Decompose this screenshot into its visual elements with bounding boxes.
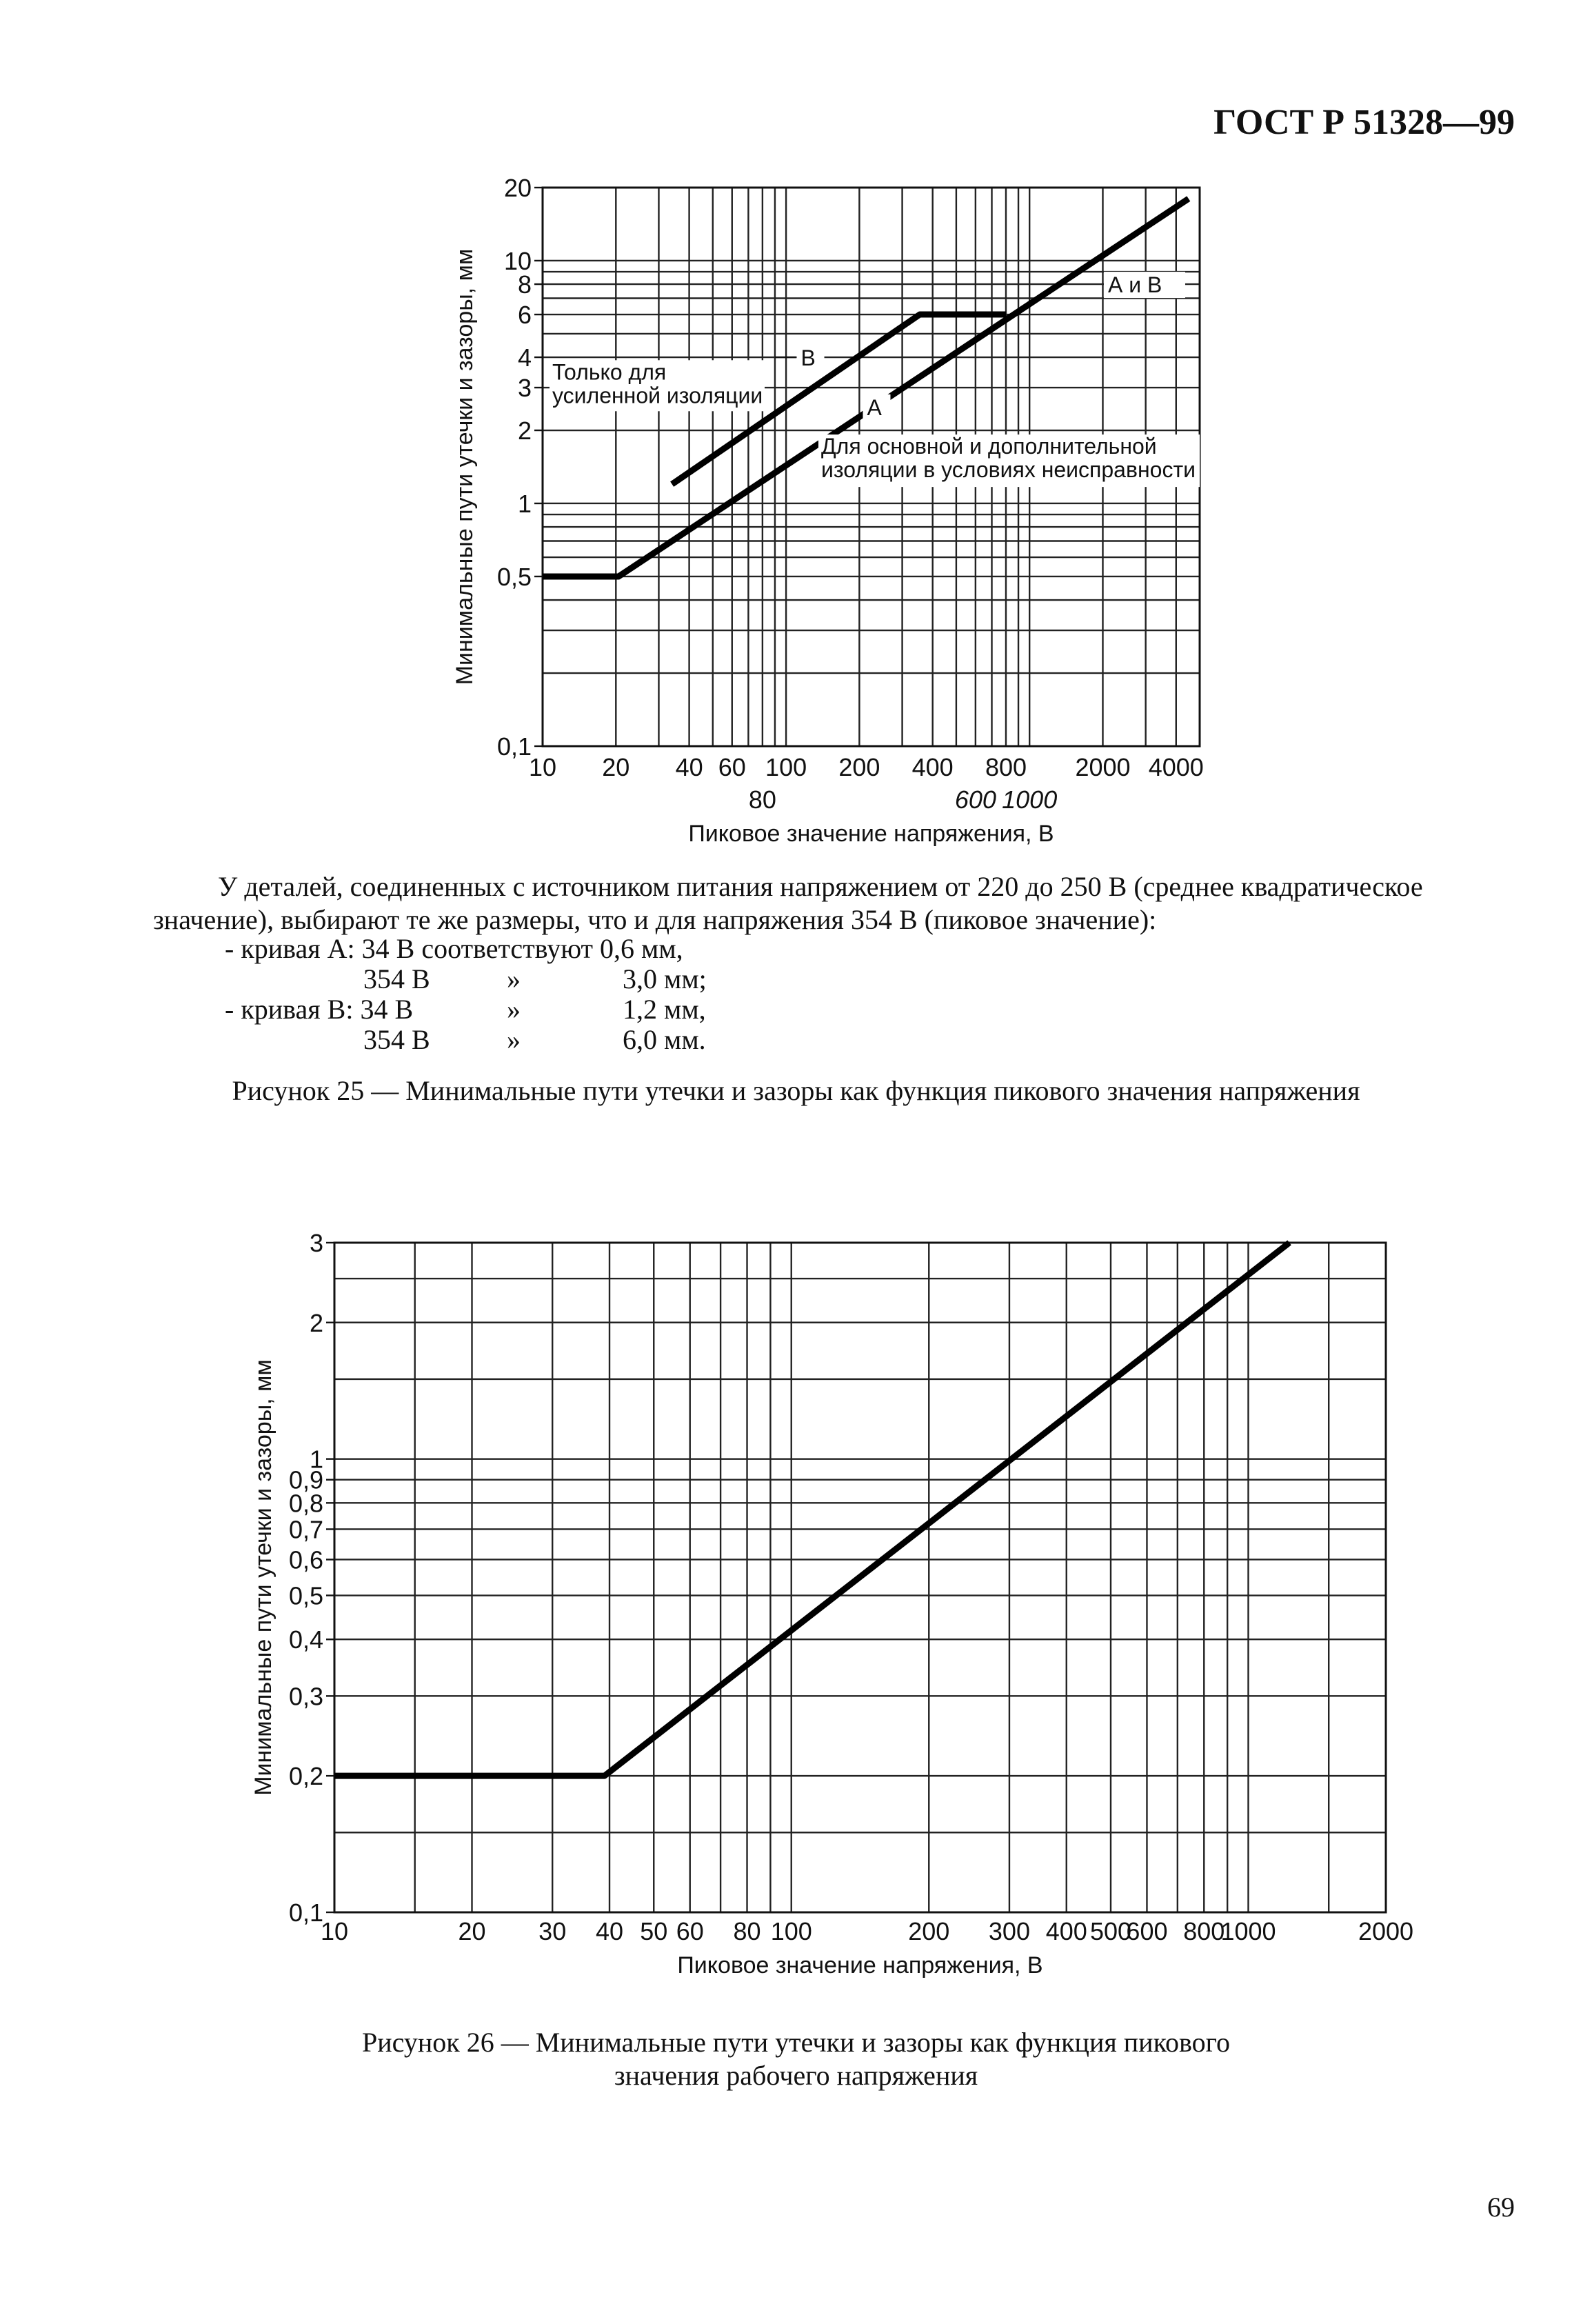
- reinforced-note-line-2: усиленной изоляции: [552, 383, 763, 408]
- x-tick-label: 80: [733, 1917, 761, 1945]
- y-tick-label: 0,8: [288, 1489, 323, 1518]
- y-tick-label: 0,9: [288, 1465, 323, 1494]
- y-tick-label: 0,4: [288, 1625, 323, 1654]
- x-tick-label: 800: [985, 753, 1027, 781]
- x-tick-label: 30: [538, 1917, 567, 1945]
- y-tick-label: 2: [517, 417, 532, 445]
- curves-ab-label: А и В: [1107, 272, 1162, 298]
- document-id: ГОСТ Р 51328—99: [1213, 103, 1515, 142]
- y-axis-label: Минимальные пути утечки и зазоры, мм: [250, 1359, 276, 1796]
- list-item-ditto: »: [507, 994, 521, 1025]
- list-item-value: 1,2 мм,: [623, 994, 706, 1025]
- x-tick-label: 500: [1089, 1917, 1132, 1945]
- x-tick-label: 10: [528, 753, 557, 781]
- basic-note-line-2: изоляции в условиях неисправности: [821, 457, 1196, 483]
- x-tick-label: 600: [954, 785, 996, 814]
- list-item: - кривая В: 34 В: [225, 994, 414, 1025]
- y-tick-label: 6: [517, 301, 532, 330]
- reinforced-note-line-1: Только для: [552, 359, 667, 385]
- figure-26-chart: [0, 1221, 1592, 2007]
- figure-25-chart: [0, 166, 1592, 855]
- y-tick-label: 3: [517, 374, 532, 403]
- x-tick-label: 2000: [1075, 753, 1131, 781]
- list-item-value: 6,0 мм.: [623, 1024, 706, 1055]
- y-tick-label: 1: [309, 1445, 323, 1474]
- x-tick-label: 10: [320, 1917, 349, 1945]
- list-item-ditto: »: [507, 963, 521, 994]
- note-line-1: У деталей, соединенных с источником питания напряжением от 220 до 250 В (среднее квадратическое: [218, 871, 1423, 902]
- x-tick-label: 600: [1126, 1917, 1168, 1945]
- x-tick-label: 20: [458, 1917, 486, 1945]
- x-tick-label: 800: [1183, 1917, 1225, 1945]
- page-number: 69: [1487, 2192, 1515, 2223]
- y-tick-label: 0,3: [288, 1682, 323, 1711]
- y-tick-label: 3: [309, 1229, 323, 1257]
- x-tick-label: 200: [838, 753, 880, 781]
- list-item-voltage: 354 В: [363, 1024, 430, 1055]
- y-tick-label: 0,6: [288, 1545, 323, 1574]
- figure-26-caption-line-2: значения рабочего напряжения: [614, 2060, 978, 2091]
- x-tick-label: 50: [640, 1917, 668, 1945]
- figure-26-caption-line-1: Рисунок 26 — Минимальные пути утечки и зазоры как функция пикового: [361, 2027, 1230, 2058]
- x-tick-label: 200: [908, 1917, 950, 1945]
- x-tick-label: 40: [595, 1917, 624, 1945]
- y-tick-label: 2: [309, 1308, 323, 1337]
- x-tick-label: 40: [675, 753, 703, 781]
- y-tick-label: 1: [517, 489, 532, 518]
- x-tick-label: 60: [718, 753, 746, 781]
- y-tick-label: 0,5: [496, 562, 532, 591]
- basic-note-line-1: Для основной и дополнительной: [821, 434, 1157, 459]
- list-item-ditto: »: [507, 1024, 521, 1055]
- x-tick-label: 1000: [1002, 785, 1058, 814]
- x-tick-label: 100: [765, 753, 807, 781]
- y-tick-label: 4: [517, 343, 532, 372]
- y-tick-label: 10: [503, 246, 532, 275]
- curve-values-list: [0, 934, 827, 1058]
- figure-26-caption: [207, 2026, 1385, 2092]
- x-tick-label: 20: [602, 753, 630, 781]
- note-line-2: значение), выбирают те же размеры, что и для напряжения 354 В (пиковое значение):: [153, 904, 1157, 935]
- x-tick-label: 100: [770, 1917, 812, 1945]
- y-tick-label: 0,7: [288, 1515, 323, 1544]
- x-axis-label: Пиковое значение напряжения, В: [677, 1952, 1043, 1979]
- x-tick-label: 300: [988, 1917, 1030, 1945]
- x-tick-label: 1000: [1220, 1917, 1276, 1945]
- list-item-voltage: 354 В: [363, 963, 430, 994]
- x-tick-label: 80: [748, 785, 776, 814]
- x-tick-label: 4000: [1148, 753, 1204, 781]
- x-axis-label: Пиковое значение напряжения, В: [688, 821, 1054, 847]
- x-tick-label: 60: [676, 1917, 704, 1945]
- curve-a-label: А: [867, 394, 882, 420]
- list-item: - кривая А: 34 В соответствуют 0,6 мм,: [225, 933, 683, 964]
- figure-25-caption: Рисунок 25 — Минимальные пути утечки и зазоры как функция пикового значения напряжения: [232, 1075, 1360, 1106]
- y-tick-label: 0,2: [288, 1762, 323, 1791]
- x-tick-label: 2000: [1358, 1917, 1414, 1945]
- y-tick-label: 0,5: [288, 1581, 323, 1610]
- list-item-value: 3,0 мм;: [623, 963, 707, 994]
- curve-b-label: В: [800, 345, 816, 371]
- y-tick-label: 0,1: [288, 1899, 323, 1927]
- y-tick-label: 8: [517, 270, 532, 299]
- y-axis-label: Минимальные пути утечки и зазоры, мм: [452, 248, 478, 685]
- x-tick-label: 400: [911, 753, 954, 781]
- figure-25-note: [153, 870, 1515, 936]
- y-tick-label: 20: [503, 174, 532, 202]
- x-tick-label: 400: [1045, 1917, 1087, 1945]
- y-tick-label: 0,1: [496, 732, 532, 761]
